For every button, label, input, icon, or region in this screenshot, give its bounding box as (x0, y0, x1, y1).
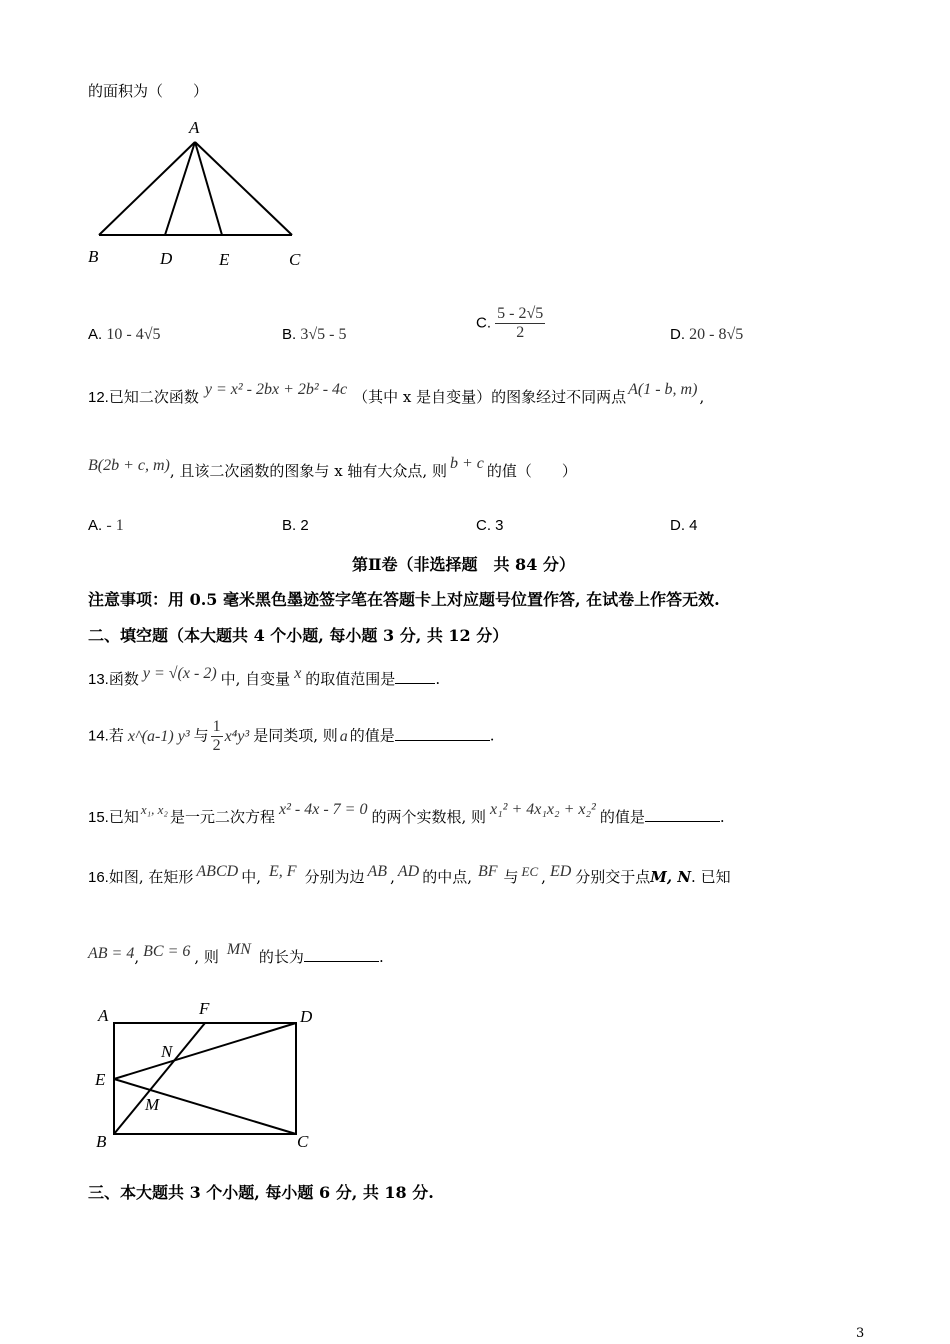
q11-option-d[interactable]: D. 20 - 8√5 (670, 326, 744, 343)
q11-option-c-fraction: $\frac{5 - 2√5}{2}$ (497, 305, 544, 341)
label-e: E (219, 250, 230, 269)
section2-heading: 二、填空题（本大题共 4 个小题, 每小题 3 分, 共 12 分） (88, 626, 509, 645)
label-e: E (95, 1070, 106, 1089)
label-b: B (88, 247, 99, 266)
label-m: M (145, 1095, 160, 1114)
rectangle-figure (88, 995, 328, 1155)
q14-fraction: $\frac{1}{2}$ (212, 718, 221, 754)
q14-answer-blank[interactable] (395, 726, 490, 741)
q12-option-c[interactable]: C. 3 (476, 517, 504, 534)
rectangle-abcd (114, 1023, 296, 1134)
q16-line1: 16.如图, 在矩形 ABCD 中, E, F 分别为边 AB , AD 的中点, BF 与 EC , ED 分别交于点M, N. 已知 (88, 863, 731, 886)
label-d: D (300, 1007, 313, 1026)
q13: 13.函数 y = √(x - 2) 中, 自变量 x 的取值范围是 . (88, 665, 441, 688)
section3-heading: 三、本大题共 3 个小题, 每小题 6 分, 共 18 分. (88, 1183, 434, 1202)
segment-ec (114, 1079, 296, 1134)
q15: 15.已知 x₁, x₂ 是一元二次方程 x² - 4x - 7 = 0 的两个实数根, 则 x₁² + 4x₁x₂ + x₂² 的值是 . (88, 801, 725, 826)
q11-option-b[interactable]: B. 3√5 - 5 (282, 326, 347, 343)
segment-ed (114, 1023, 296, 1079)
q12-line2: B(2b + c, m), 且该二次函数的图象与 x 轴有大众点, 则 b + c 的值（ ） (88, 455, 577, 480)
label-n: N (161, 1042, 173, 1061)
label-b: B (96, 1132, 107, 1151)
label-f: F (199, 999, 210, 1018)
section2-title: 第Ⅱ卷（非选择题 共 84 分） (352, 555, 575, 574)
q12-option-a[interactable]: A. - 1 (88, 517, 124, 534)
label-c: C (297, 1132, 309, 1151)
triangle-figure (80, 112, 320, 277)
page-number: 3 (856, 1326, 865, 1341)
q15-answer-blank[interactable] (645, 807, 720, 822)
label-a: A (189, 118, 200, 137)
q11-option-c[interactable]: C. $\frac{5 - 2√5}{2}$ (476, 305, 544, 341)
q11-option-a[interactable]: A. 10 - 4√5 (88, 326, 161, 343)
q16-answer-blank[interactable] (304, 947, 379, 962)
q16-line2: AB = 4, BC = 6 , 则 MN 的长为 . (88, 941, 384, 966)
segment-bf (114, 1023, 205, 1134)
q11-text: 的面积为（ ） (88, 82, 209, 100)
q13-answer-blank[interactable] (395, 669, 435, 684)
q12-option-b[interactable]: B. 2 (282, 517, 309, 534)
q12-line1: 12.已知二次函数 y = x² - 2bx + 2b² - 4c （其中 x 是自变量）的图象经过不同两点 A(1 - b, m) , (88, 381, 705, 406)
triangle-side-ac (195, 142, 292, 235)
section2-notice: 注意事项：用 0.5 毫米黑色墨迹签字笔在答题卡上对应题号位置作答, 在试卷上作答无效. (88, 590, 720, 609)
label-a: A (98, 1006, 109, 1025)
label-c: C (289, 250, 301, 269)
q14: 14.若 x^(a-1) y³ 与 $\frac{1}{2}$ x⁴y³ 是同类项, 则 a 的值是 . (88, 718, 495, 754)
label-d: D (160, 249, 173, 268)
q12-option-d[interactable]: D. 4 (670, 517, 698, 534)
